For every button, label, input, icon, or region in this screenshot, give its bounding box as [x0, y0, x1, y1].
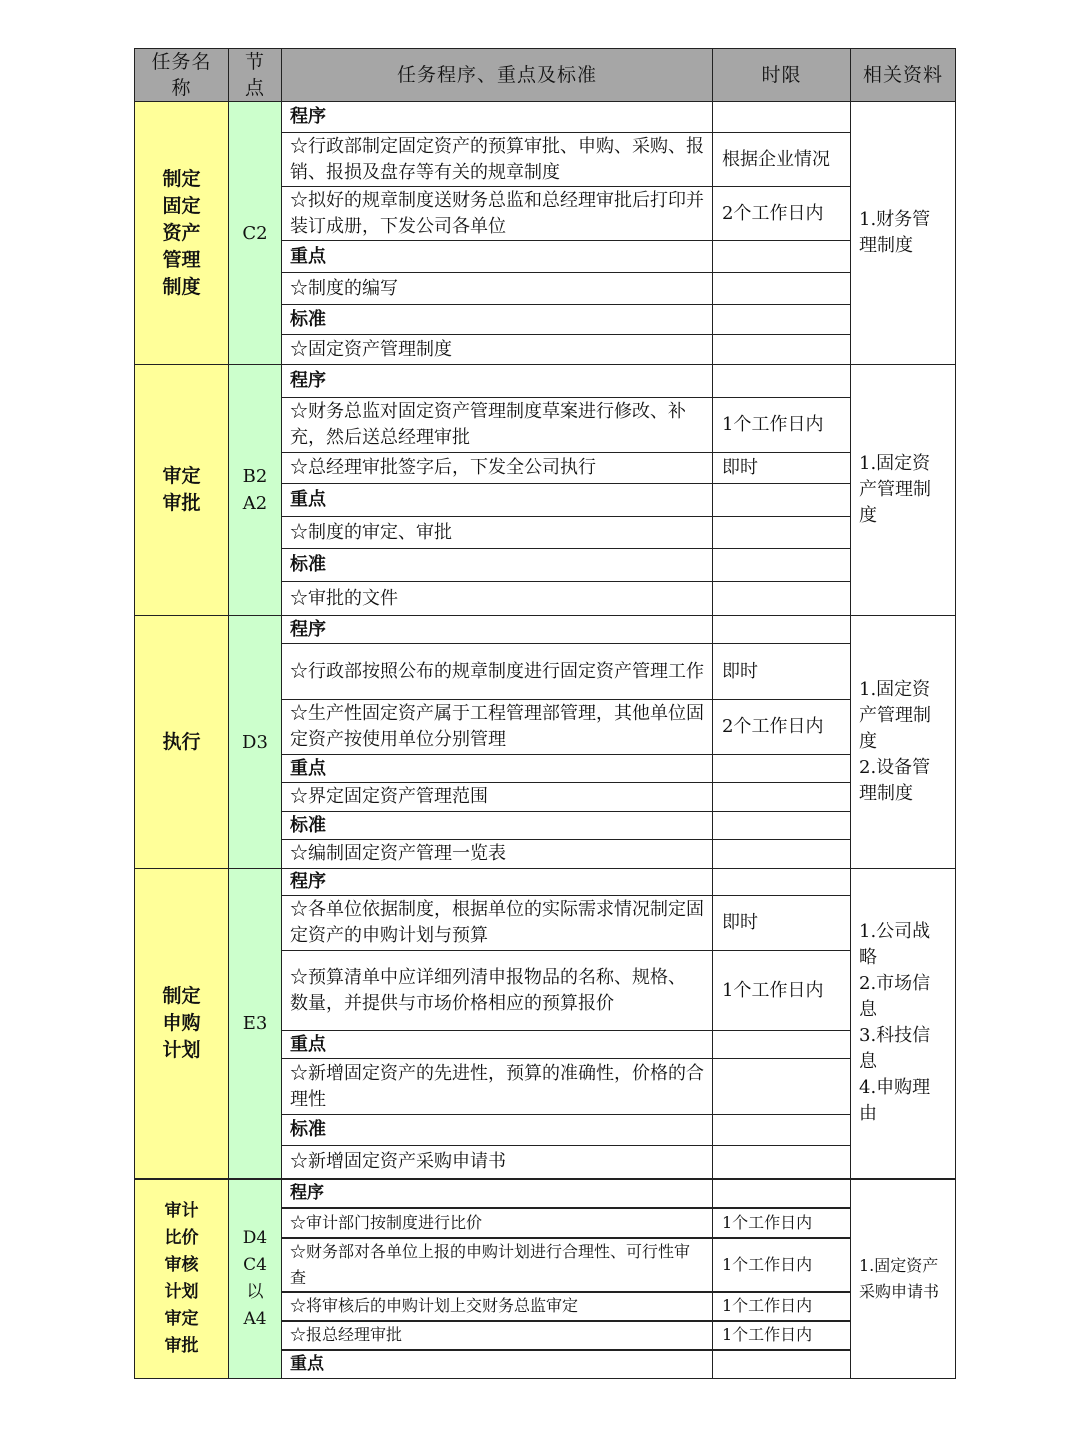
- time-limit-cell: [713, 1059, 851, 1115]
- time-limit-cell: [713, 365, 851, 398]
- related-docs-cell: 1.固定资产管理制度 2.设备管理制度: [851, 616, 956, 869]
- procedure-text: ☆制度的审定、审批: [282, 517, 713, 549]
- time-limit-cell: [713, 755, 851, 783]
- section-label: 程序: [282, 616, 713, 644]
- procedure-text: ☆行政部按照公布的规章制度进行固定资产管理工作: [282, 644, 713, 700]
- procedure-text: ☆行政部制定固定资产的预算审批、申购、采购、报销、报损及盘存等有关的规章制度: [282, 133, 713, 187]
- related-docs-cell: 1.固定资产管理制度: [851, 365, 956, 616]
- procedure-text: ☆制度的编写: [282, 273, 713, 305]
- section-1: [135, 102, 956, 365]
- time-limit-cell: 即时: [713, 453, 851, 484]
- header-procedure: 任务程序、重点及标准: [282, 49, 713, 102]
- time-limit-cell: [713, 273, 851, 305]
- task-name-cell: 审定 审批: [135, 365, 229, 616]
- section-2: [135, 365, 956, 616]
- procedure-text: ☆审批的文件: [282, 582, 713, 616]
- time-limit-cell: [713, 335, 851, 365]
- section-label: 标准: [282, 549, 713, 582]
- header-time-limit: 时限: [713, 49, 851, 102]
- procedure-text: ☆编制固定资产管理一览表: [282, 840, 713, 869]
- section-label: 重点: [282, 241, 713, 273]
- time-limit-cell: [713, 783, 851, 812]
- time-limit-cell: [713, 616, 851, 644]
- header-row: [135, 49, 956, 102]
- time-limit-cell: [713, 582, 851, 616]
- task-table: [134, 48, 956, 1379]
- procedure-text: ☆生产性固定资产属于工程管理部管理，其他单位固定资产按使用单位分别管理: [282, 700, 713, 755]
- time-limit-cell: [713, 102, 851, 133]
- section-label: 标准: [282, 1115, 713, 1146]
- table-row: [135, 102, 956, 133]
- table-row: [135, 616, 956, 644]
- procedure-text: ☆界定固定资产管理范围: [282, 783, 713, 812]
- time-limit-cell: [713, 549, 851, 582]
- time-limit-cell: [713, 1179, 851, 1208]
- time-limit-cell: [713, 241, 851, 273]
- time-limit-cell: 根据企业情况: [713, 133, 851, 187]
- time-limit-cell: 1个工作日内: [713, 1321, 851, 1350]
- header-related: 相关资料: [851, 49, 956, 102]
- section-label: 程序: [282, 1179, 713, 1208]
- time-limit-cell: 1个工作日内: [713, 951, 851, 1031]
- section-label: 重点: [282, 484, 713, 517]
- time-limit-cell: 即时: [713, 896, 851, 951]
- procedure-text: ☆各单位依据制度，根据单位的实际需求情况制定固定资产的申购计划与预算: [282, 896, 713, 951]
- section-label: 重点: [282, 1350, 713, 1379]
- time-limit-cell: [713, 484, 851, 517]
- time-limit-cell: 1个工作日内: [713, 1208, 851, 1238]
- related-docs-cell: 1.财务管理制度: [851, 102, 956, 365]
- section-label: 标准: [282, 812, 713, 840]
- time-limit-cell: [713, 840, 851, 869]
- section-label: 程序: [282, 102, 713, 133]
- time-limit-cell: 即时: [713, 644, 851, 700]
- time-limit-cell: [713, 1115, 851, 1146]
- header-node: 节点: [229, 49, 282, 102]
- node-cell: C2: [229, 102, 282, 365]
- procedure-text: ☆新增固定资产采购申请书: [282, 1146, 713, 1179]
- procedure-text: ☆财务总监对固定资产管理制度草案进行修改、补充，然后送总经理审批: [282, 398, 713, 453]
- section-3: [135, 616, 956, 869]
- task-name-cell: 制定 申购 计划: [135, 869, 229, 1179]
- time-limit-cell: [713, 1031, 851, 1059]
- time-limit-cell: [713, 1350, 851, 1379]
- time-limit-cell: [713, 812, 851, 840]
- time-limit-cell: [713, 305, 851, 335]
- node-cell: D3: [229, 616, 282, 869]
- procedure-text: ☆预算清单中应详细列清申报物品的名称、规格、 数量，并提供与市场价格相应的预算报价: [282, 951, 713, 1031]
- node-cell: B2 A2: [229, 365, 282, 616]
- procedure-text: ☆总经理审批签字后，下发全公司执行: [282, 453, 713, 484]
- task-name-cell: 审计 比价 审核 计划 审定 审批: [135, 1179, 229, 1379]
- procedure-text: ☆审计部门按制度进行比价: [282, 1208, 713, 1238]
- procedure-text: ☆报总经理审批: [282, 1321, 713, 1350]
- related-docs-cell: 1.固定资产采购申请书: [851, 1179, 956, 1379]
- time-limit-cell: 1个工作日内: [713, 398, 851, 453]
- procedure-text: ☆新增固定资产的先进性，预算的准确性，价格的合理性: [282, 1059, 713, 1115]
- task-name-cell: 制定 固定 资产 管理 制度: [135, 102, 229, 365]
- time-limit-cell: 2个工作日内: [713, 700, 851, 755]
- time-limit-cell: [713, 869, 851, 896]
- table-row: [135, 365, 956, 398]
- header-task-name: 任务名称: [135, 49, 229, 102]
- time-limit-cell: 2个工作日内: [713, 187, 851, 241]
- task-name-cell: 执行: [135, 616, 229, 869]
- procedure-text: ☆将审核后的申购计划上交财务总监审定: [282, 1292, 713, 1321]
- time-limit-cell: [713, 1146, 851, 1179]
- section-label: 重点: [282, 1031, 713, 1059]
- section-label: 程序: [282, 365, 713, 398]
- procedure-text: ☆财务部对各单位上报的申购计划进行合理性、可行性审查: [282, 1238, 713, 1292]
- time-limit-cell: 1个工作日内: [713, 1292, 851, 1321]
- table-row: [135, 869, 956, 896]
- procedure-text: ☆拟好的规章制度送财务总监和总经理审批后打印并装订成册，下发公司各单位: [282, 187, 713, 241]
- node-cell: E3: [229, 869, 282, 1179]
- procedure-text: ☆固定资产管理制度: [282, 335, 713, 365]
- section-label: 重点: [282, 755, 713, 783]
- node-cell: D4 C4 以 A4: [229, 1179, 282, 1379]
- section-label: 程序: [282, 869, 713, 896]
- table-row: [135, 1179, 956, 1208]
- section-label: 标准: [282, 305, 713, 335]
- related-docs-cell: 1.公司战略 2.市场信息 3.科技信息 4.申购理由: [851, 869, 956, 1179]
- time-limit-cell: [713, 517, 851, 549]
- section-5: [135, 1179, 956, 1379]
- section-4: [135, 869, 956, 1179]
- time-limit-cell: 1个工作日内: [713, 1238, 851, 1292]
